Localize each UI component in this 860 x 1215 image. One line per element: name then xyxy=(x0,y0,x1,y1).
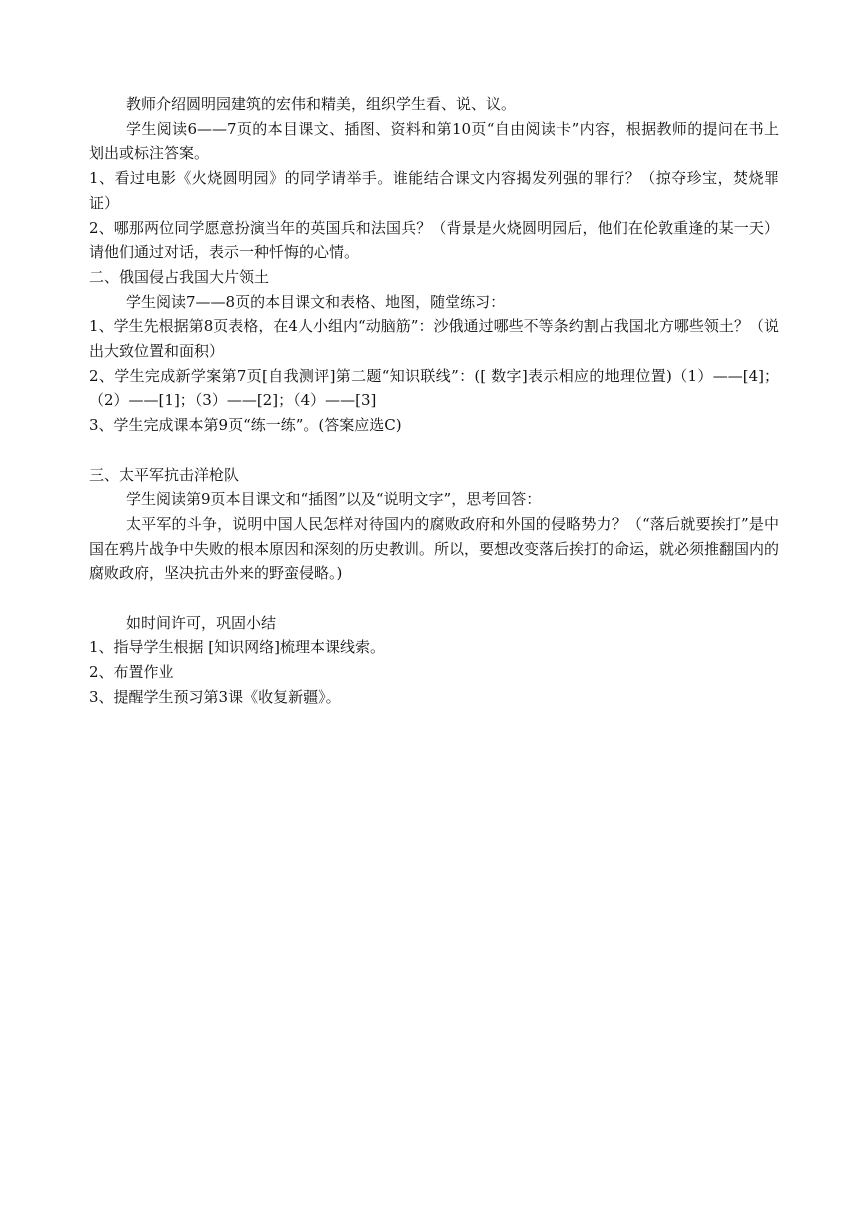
blank-line xyxy=(89,586,779,611)
paragraph-intro-teacher: 教师介绍圆明园建筑的宏伟和精美，组织学生看、说、议。 xyxy=(126,95,517,113)
exercise-2: 2、学生完成新学案第7页[自我测评]第二题“知识联线”：([ 数字]表示相应的地理位置)（1）——[4]；（2）——[1]；（3）——[2]；（4）——[3] xyxy=(89,366,779,410)
exercise-1: 1、学生先根据第8页表格，在4人小组内“动脑筋”：沙俄通过哪些不等条约割占我国北方哪些领土？（说出大致位置和面积） xyxy=(89,317,779,361)
question-2: 2、哪那两位同学愿意扮演当年的英国兵和法国兵？（背景是火烧圆明园后，他们在伦敦重逢的某一天）请他们通过对话，表示一种忏悔的心情。 xyxy=(89,218,779,262)
summary-heading: 如时间许可，巩固小结 xyxy=(126,613,277,632)
summary-item-1: 1、指导学生根据 [知识网络]梳理本课线索。 xyxy=(89,638,386,657)
section-heading-2: 二、俄国侵占我国大片领土 xyxy=(89,267,270,286)
paragraph-reading-task-2: 学生阅读7——8页的本目课文和表格、地图，随堂练习： xyxy=(126,292,506,311)
document-page xyxy=(89,92,779,710)
summary-item-2: 2、布置作业 xyxy=(89,663,174,682)
paragraph-reading-task-1: 学生阅读6——7页的本目课文、插图、资料和第10页“自由阅读卡”内容，根据教师的提问在书上划出或标注答案。 xyxy=(89,119,779,163)
section-heading-3: 三、太平军抗击洋枪队 xyxy=(89,465,240,484)
exercise-3: 3、学生完成课本第9页“练一练”。(答案应选C) xyxy=(89,416,402,435)
paragraph-discussion: 太平军的斗争，说明中国人民怎样对待国内的腐败政府和外国的侵略势力？（“落后就要挨打”是中国在鸦片战争中失败的根本原因和深刻的历史教训。所以，要想改变落后挨打的命运，就必须推翻国内的腐败政府，坚决抗击外来的野蛮侵略。) xyxy=(89,514,780,583)
blank-line xyxy=(89,438,779,463)
summary-item-3: 3、提醒学生预习第3课《收复新疆》。 xyxy=(89,687,341,706)
question-1: 1、看过电影《火烧圆明园》的同学请举手。谁能结合课文内容揭发列强的罪行？（掠夺珍宝，焚烧罪证） xyxy=(89,169,779,212)
paragraph-reading-task-3: 学生阅读第9页本目课文和“插图”以及“说明文字”，思考回答： xyxy=(126,490,542,509)
